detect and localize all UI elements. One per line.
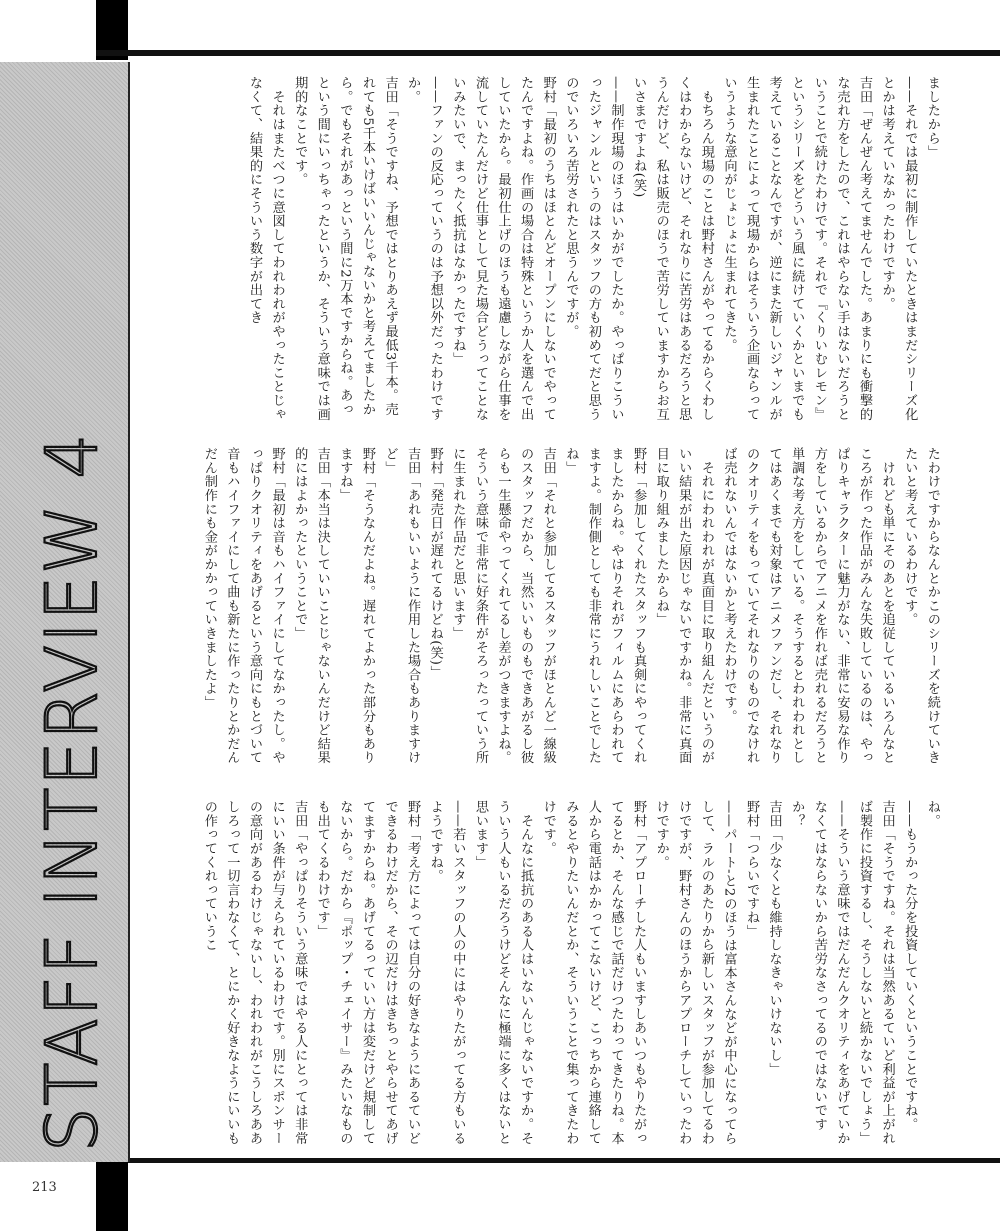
text-block-top bbox=[140, 76, 988, 426]
title-area bbox=[0, 62, 128, 1162]
article-text-bottom: ね。 ——もうかった分を投資していくということですね。 吉田「そうですね。それは当然あるていど利益が上がれば製作に投資するし、そうしないと続かないでしょう」 ——そういう意味ではだんだんクオリティをあげていかなくてはならないから苦労なさってるのではないですか？ 吉田「少なくとも維持しなきゃいけないし」 野村「つらいですね」 ——パート-と2のほうは富本さんなどが中心になってらして、ラルのあたりから新しいスタッフが参加してるわけですが、野村さんのほうからアプローチしていったわけですか。 野村「アプローチした人もいますしあいつもやりたがってるとか、そんな感じで話だけつたわってきたりね。本人から電話はかかってこないけど、こっちから連絡してみるとやりたいんだとか、そういうことで集ってきたわけです。 そんなに抵抗のある人はいないんじゃないですか。そういう人もいるだろうけどそんなに極端に多くはないと思います」 ——若いスタッフの人の中にはやりたがってる方もいるようですね。 野村「考え方によっては自分の好きなようにあるていどできるわけだから、その辺だけはきちっとやらせてあげてますからね。あげてるっていい方は変だけど規制してないから。だから『ポップ・チェイサー』みたいなものも出てくるわけです」 吉田「やっぱりそういう意味ではやる人にとっては非常にいい条件が与えられているわけです。別にスポンサーの意向があるわけじゃないし、われわれがこうしろああしろって一切言わなくて、とにかく好きなようにいいもの作ってくれっていうこ bbox=[201, 800, 940, 1146]
page-number: 213 bbox=[32, 1180, 57, 1195]
top-rule bbox=[96, 50, 1000, 56]
bottom-black-tab bbox=[96, 1158, 128, 1231]
bottom-rule bbox=[96, 1158, 1000, 1163]
text-block-middle bbox=[140, 447, 988, 777]
article-text-top: ましたから」 ——それでは最初に制作していたときはまだシリーズ化とかは考えていなかったわけですか。 吉田「ぜんぜん考えてませんでした。あまりにも衝撃的な売れ方をしたので、これはやらない手はないだろうということで続けたわけです。それで『くりいむレモン』というシリーズをどういう風に続けていくかといまでも考えていることなんですが、逆にまた新しいジャンルが生まれたことによって現場からはそういう企画ならっていうような意向がじょじょに生まれてきた。 もちろん現場のことは野村さんがやってるからくわしくはわからないけど、それなりに苦労はあるだろうと思うんだけど、私は販売のほうで苦労していますからお互いさまですよね(笑) ——制作現場のほうはいかがでしたか。やっぱりこういったジャンルというのはスタッフの方も初めてだと思うのでいろいろ苦労されたと思うんですが。 野村「最初のうちはほとんどオープンにしないでやってたんですよね。作画の場合は特殊というか人を選んで出していたから。最初仕上げのほうも遠慮しながら仕事を流していたんだけど仕事として見た場合どうってことないみたいで、まったく抵抗はなかったですね」 ——ファンの反応っていうのは予想以外だったわけですか。 吉田「そうですね、予想ではとりあえず最低3千本。売れても5千本いけばいいんじゃないかと考えてましたから。でもそれがあっという間に2万本ですからね。あっという間にいっちゃったというか、そういう意味では画期的なことです。 それはまたべつに意図してわれわれがやったことじゃなくて、結果的にそういう数字が出てき bbox=[247, 76, 940, 421]
article-text-middle: たわけですからなんとかこのシリーズを続けていきたいと考えているわけです。 けれども単にそのあとを追従しているいろんなところが作った作品がみんな失敗しているのは、やっぱりキャラクターに魅力がない、非常に安易な作り方をしているからでアニメを作れば売れるだろうと単調な考え方をしている。そうするとわれわれとしてはあくまでも対象はアニメファンだし、それなりのクオリティをもっていてそれなりのものでなければ売れないんではないかと考えたわけです。 それにわれわれが真面目に取り組んだというのがいい結果が出た原因じゃないですかね。非常に真面目に取り組みましたからね」 野村「参加してくれたスタッフも真剣にやってくれましたからね。やはりそれがフィルムにあらわれてますよ。制作側としても非常にうれしいことでしたね」 吉田「それと参加してるスタッフがほとんど一線級のスタッフだから、当然いいものもできあがるし彼らも一生懸命やってくれてるし差がつきますよね。そういう意味で非常に好条件がそろったっていう所に生まれた作品だと思います」 野村「発売日が遅れてるけどね(笑)」 吉田「あれもいいように作用した場合もありますけど」 野村「そうなんだよね。遅れてよかった部分もありますね」 吉田「本当は決していいことじゃないんだけど結果的にはよかったということで」 野村「最初は音もハイファイにしてなかったし。やっぱりクオリティをあげるという意向にもとづいて音もハイファイにして曲も新たに作ったりとかだんだん制作にも金がかかっていきましたよ」 bbox=[201, 447, 940, 765]
interview-title: STAFF INTERVIEW 4 bbox=[31, 432, 113, 1152]
title-svg bbox=[0, 62, 128, 1162]
text-block-bottom bbox=[140, 800, 988, 1150]
